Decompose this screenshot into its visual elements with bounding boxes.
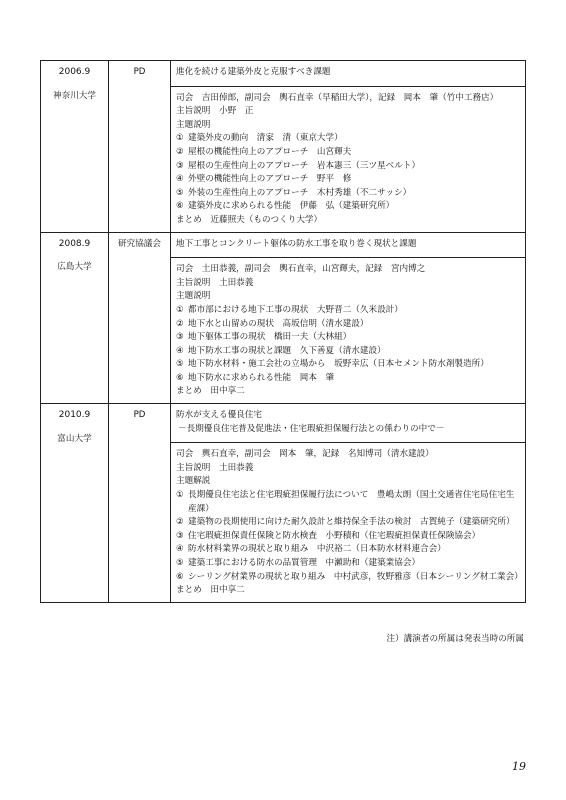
session-summary: まとめ 田中享二	[176, 386, 245, 397]
session-line: 主旨説明 土田恭義	[176, 462, 254, 473]
list-item	[176, 530, 521, 544]
item-number: ③	[176, 332, 184, 343]
item-text: 建築外皮に求められる性能 伊藤 弘（建築研究所）	[188, 201, 395, 212]
item-text: 建築物の長期使用に向けた耐久設計と維持保全手法の検討 古賀純子（建築研究所）	[188, 517, 515, 528]
type-cell	[109, 232, 171, 404]
session-title: 進化を続ける建築外皮と克服すべき課題	[176, 67, 331, 77]
item-number: ⑤	[176, 187, 184, 198]
detail-cell	[171, 404, 526, 603]
session-line: 主題説明	[176, 291, 211, 302]
item-text: 地下水と山留めの現状 高坂信明（清水建設）	[188, 318, 369, 329]
session-subtitle: －長期優良住宅普及促進法・住宅瑕疵担保履行法との係わりの中で－	[178, 423, 445, 434]
year-cell	[41, 404, 109, 603]
session-line: 主題説明	[176, 119, 211, 130]
session-title-block	[171, 404, 525, 443]
list-item	[176, 132, 521, 146]
item-text: 地下防水に求められる性能 岡本 肇	[188, 372, 335, 383]
list-item	[176, 187, 521, 201]
item-number: ④	[176, 544, 184, 555]
table-row	[41, 232, 526, 404]
item-number: ⑤	[176, 359, 184, 370]
item-text: 長期優良住宅法と住宅瑕疵担保履行法について 豊嶋太朗（国土交通省住宅局住宅生産課）	[188, 490, 515, 514]
item-number: ②	[176, 318, 184, 329]
footnote: 注）講演者の所属は発表当時の所属	[386, 634, 524, 644]
list-item	[176, 543, 521, 557]
type-cell	[109, 61, 171, 233]
item-number: ①	[176, 304, 184, 315]
list-item	[176, 173, 521, 187]
session-content	[171, 87, 525, 232]
session-line: 主旨説明 小野 正	[176, 106, 254, 117]
table-row	[41, 404, 526, 603]
list-item	[176, 516, 521, 530]
session-university: 広島大学	[57, 262, 92, 273]
session-title: 防水が支える優良住宅	[176, 410, 262, 421]
session-title: 地下工事とコンクリート躯体の防水工事を取り巻く現状と課題	[176, 238, 417, 249]
list-item	[176, 557, 521, 571]
session-type: 研究協議会	[118, 238, 161, 249]
list-item	[176, 372, 521, 386]
item-text: 防水材料業界の現状と取り組み 中沢裕二（日本防水材料連合会）	[188, 544, 446, 555]
item-text: 外装の生産性向上のアプローチ 木村秀雄（不二サッシ）	[188, 187, 412, 198]
item-number: ②	[176, 146, 184, 157]
session-type: PD	[133, 410, 146, 421]
session-line: 司会 輿石直幸，副司会 岡本 肇，記録 名知博司（清水建設）	[176, 449, 434, 460]
session-year: 2006.9	[58, 67, 91, 77]
list-item	[176, 160, 521, 174]
item-text: 建築工事における防水の品質管理 中瀬助和（建築業協会）	[188, 558, 421, 568]
item-text: 都市部における地下工事の現状 大野晋二（久米設計）	[188, 304, 403, 315]
list-item	[176, 331, 521, 345]
item-text: 地下防水材料・施工会社の立場から 坂野幸広（日本セメント防水剤製造所）	[188, 359, 489, 370]
item-number: ⑥	[176, 201, 184, 212]
year-cell	[41, 61, 109, 233]
page-number: 19	[512, 760, 526, 773]
item-number: ③	[176, 530, 184, 541]
list-item	[176, 571, 521, 585]
session-title-block	[171, 61, 525, 87]
session-university: 神奈川大学	[53, 90, 96, 101]
detail-cell	[171, 61, 526, 233]
list-item	[176, 358, 521, 372]
session-year: 2010.9	[58, 410, 91, 421]
item-number: ①	[176, 133, 184, 144]
item-number: ⑤	[176, 558, 184, 568]
session-summary: まとめ 田中享二	[176, 585, 245, 596]
session-line: 主題解説	[176, 476, 211, 487]
item-number: ④	[176, 345, 184, 356]
item-number: ③	[176, 160, 184, 171]
item-text: 屋根の生産性向上のアプローチ 岩本憲三（三ツ星ベルト）	[188, 160, 421, 171]
type-cell	[109, 404, 171, 603]
session-year: 2008.9	[58, 238, 91, 249]
list-item	[176, 200, 521, 214]
session-line: 司会 吉田倬郎，副司会 輿石直幸（早稲田大学），記録 岡本 肇（竹中工務店）	[176, 92, 499, 103]
item-text: 屋根の機能性向上のアプローチ 山宮輝夫	[188, 146, 352, 157]
item-text: 住宅瑕疵担保責任保険と防水検査 小野積和（住宅瑕疵担保責任保険協会）	[188, 530, 481, 541]
item-text: 外壁の機能性向上のアプローチ 野平 修	[188, 174, 352, 185]
item-number: ⑥	[176, 372, 184, 383]
session-university: 富山大学	[57, 433, 92, 444]
item-number: ①	[176, 490, 184, 501]
item-number: ④	[176, 174, 184, 185]
session-content	[171, 443, 525, 602]
list-item	[176, 489, 521, 516]
detail-cell	[171, 232, 526, 404]
session-line: 司会 土田恭義，副司会 輿石直幸，山宮輝夫，記録 宮内博之	[176, 264, 426, 275]
item-text: シーリング材業界の現状と取り組み 中村武彦，牧野雅彦（日本シーリング材工業会）	[188, 571, 523, 582]
list-item	[176, 318, 521, 332]
session-content	[171, 258, 525, 403]
session-summary: まとめ 近藤照夫（ものつくり大学）	[176, 214, 323, 225]
list-item	[176, 345, 521, 359]
year-cell	[41, 232, 109, 404]
item-text: 建築外皮の動向 清家 清（東京大学）	[188, 133, 343, 144]
session-title-block	[171, 233, 525, 259]
session-line: 主旨説明 土田恭義	[176, 277, 254, 288]
list-item	[176, 304, 521, 318]
schedule-table	[40, 60, 526, 603]
item-number: ②	[176, 517, 184, 528]
session-type: PD	[133, 67, 146, 77]
list-item	[176, 146, 521, 160]
table-row	[41, 61, 526, 233]
item-number: ⑥	[176, 571, 184, 582]
item-text: 地下防水工事の現状と課題 久下善夏（清水建設）	[188, 345, 386, 356]
item-text: 地下躯体工事の現状 橋田一夫（大林組）	[188, 332, 352, 343]
